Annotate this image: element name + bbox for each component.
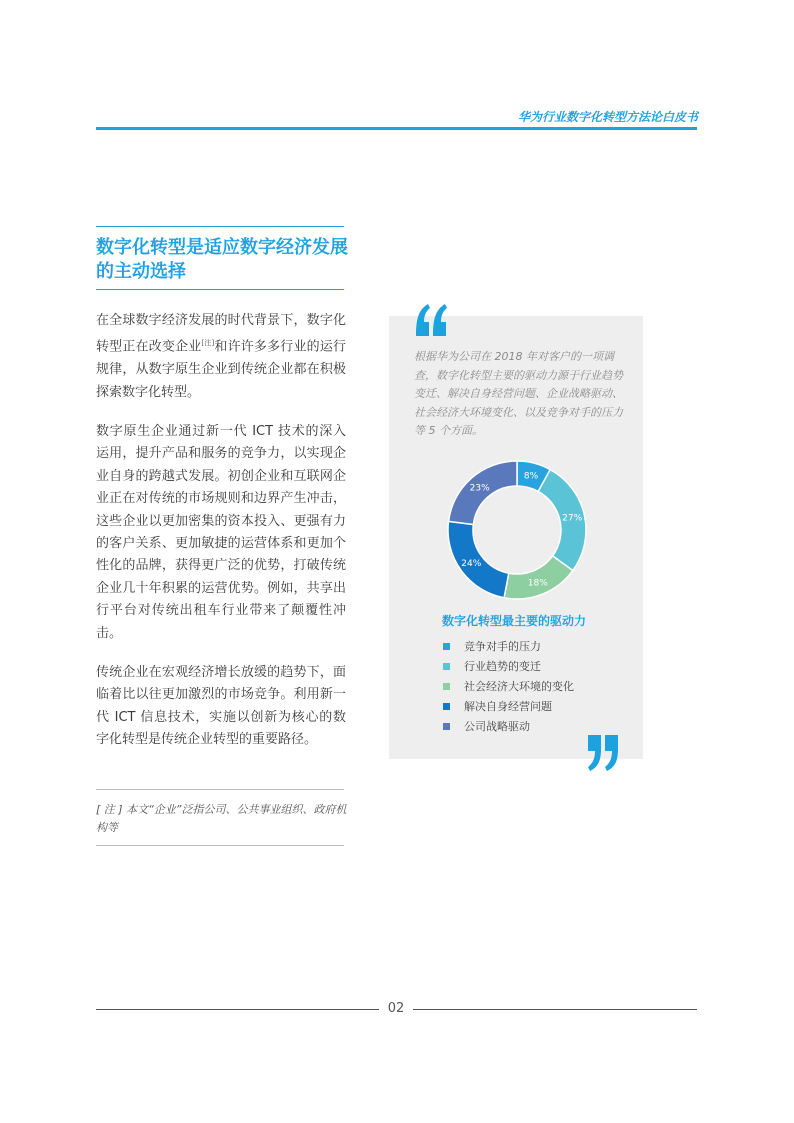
slice-value-label: 8% (523, 471, 539, 482)
header-title: 华为行业数字化转型方法论白皮书 (517, 110, 698, 124)
paragraph-1 (96, 310, 346, 404)
page-number: 02 (387, 1001, 405, 1016)
chart-title: 数字化转型最主要的驱动力 (442, 614, 587, 628)
legend-item (443, 656, 574, 676)
footer-rule-right (413, 1009, 697, 1010)
note-bottom-rule (96, 845, 344, 846)
chart-legend (443, 636, 574, 736)
slice-value-label: 27% (562, 513, 583, 524)
close-quote-icon (586, 733, 620, 773)
slice-value-label: 24% (461, 559, 482, 570)
legend-item (443, 696, 574, 716)
legend-swatch (443, 723, 450, 730)
donut-slice (504, 556, 573, 599)
body-text (96, 310, 346, 769)
section-title: 数字化转型是适应数字经济发展的主动选择 (96, 237, 348, 282)
footnote: [ 注 ] 本文“企业”泛指公司、公共事业组织、政府机构等 (96, 803, 347, 834)
legend-label: 公司战略驱动 (464, 720, 530, 733)
paragraph-1-part-2: 和许许多多行业的运行规律，从数字原生企业到传统企业都在积极探索数字化转型。 (96, 339, 346, 400)
header-rule (96, 127, 697, 130)
slice-value-label: 18% (527, 578, 548, 589)
legend-swatch (443, 663, 450, 670)
legend-item (443, 716, 574, 736)
section-title-bottom-rule (96, 289, 344, 290)
donut-chart (442, 455, 592, 605)
open-quote-icon (414, 292, 448, 338)
legend-label: 竞争对手的压力 (464, 640, 541, 653)
legend-swatch (443, 643, 450, 650)
paragraph-2: 数字原生企业通过新一代 ICT 技术的深入运用，提升产品和服务的竞争力，以实现企业自身的跨越式发展。初创企业和互联网企业正在对传统的市场规则和边界产生冲击，这些企业以更加密集的资本投入、更强有力的客户关系、更加敏捷的运营体系和更加个性化的品牌，获得更广泛的优势，打破传统企业几十年积累的运营优势。例如，共享出行平台对传统出租车行业带来了颠覆性冲击。 (96, 423, 346, 641)
legend-label: 行业趋势的变迁 (464, 660, 541, 673)
slice-value-label: 23% (469, 483, 490, 494)
quote-text: 根据华为公司在 2018 年对客户的一项调查，数字化转型主要的驱动力源于行业趋势变迁、解决自身经营问题、企业战略驱动、社会经济大环境变化、以及竞争对手的压力等 5 个方面。 (414, 350, 623, 437)
paragraph-3: 传统企业在宏观经济增长放缓的趋势下，面临着比以往更加激烈的市场竞争。利用新一代 ICT 信息技术，实施以创新为核心的数字化转型是传统企业转型的重要路径。 (96, 665, 346, 748)
legend-label: 解决自身经营问题 (464, 700, 552, 713)
note-reference: [注] (201, 339, 215, 348)
legend-item (443, 676, 574, 696)
legend-label: 社会经济大环境的变化 (464, 680, 574, 693)
legend-swatch (443, 683, 450, 690)
section-title-top-rule (96, 226, 344, 227)
footer-rule-left (96, 1009, 379, 1010)
paragraph-1-part-1: 在全球数字经济发展的时代背景下，数字化转型正在改变企业 (96, 313, 346, 355)
legend-item (443, 636, 574, 656)
note-top-rule (96, 789, 344, 790)
legend-swatch (443, 703, 450, 710)
